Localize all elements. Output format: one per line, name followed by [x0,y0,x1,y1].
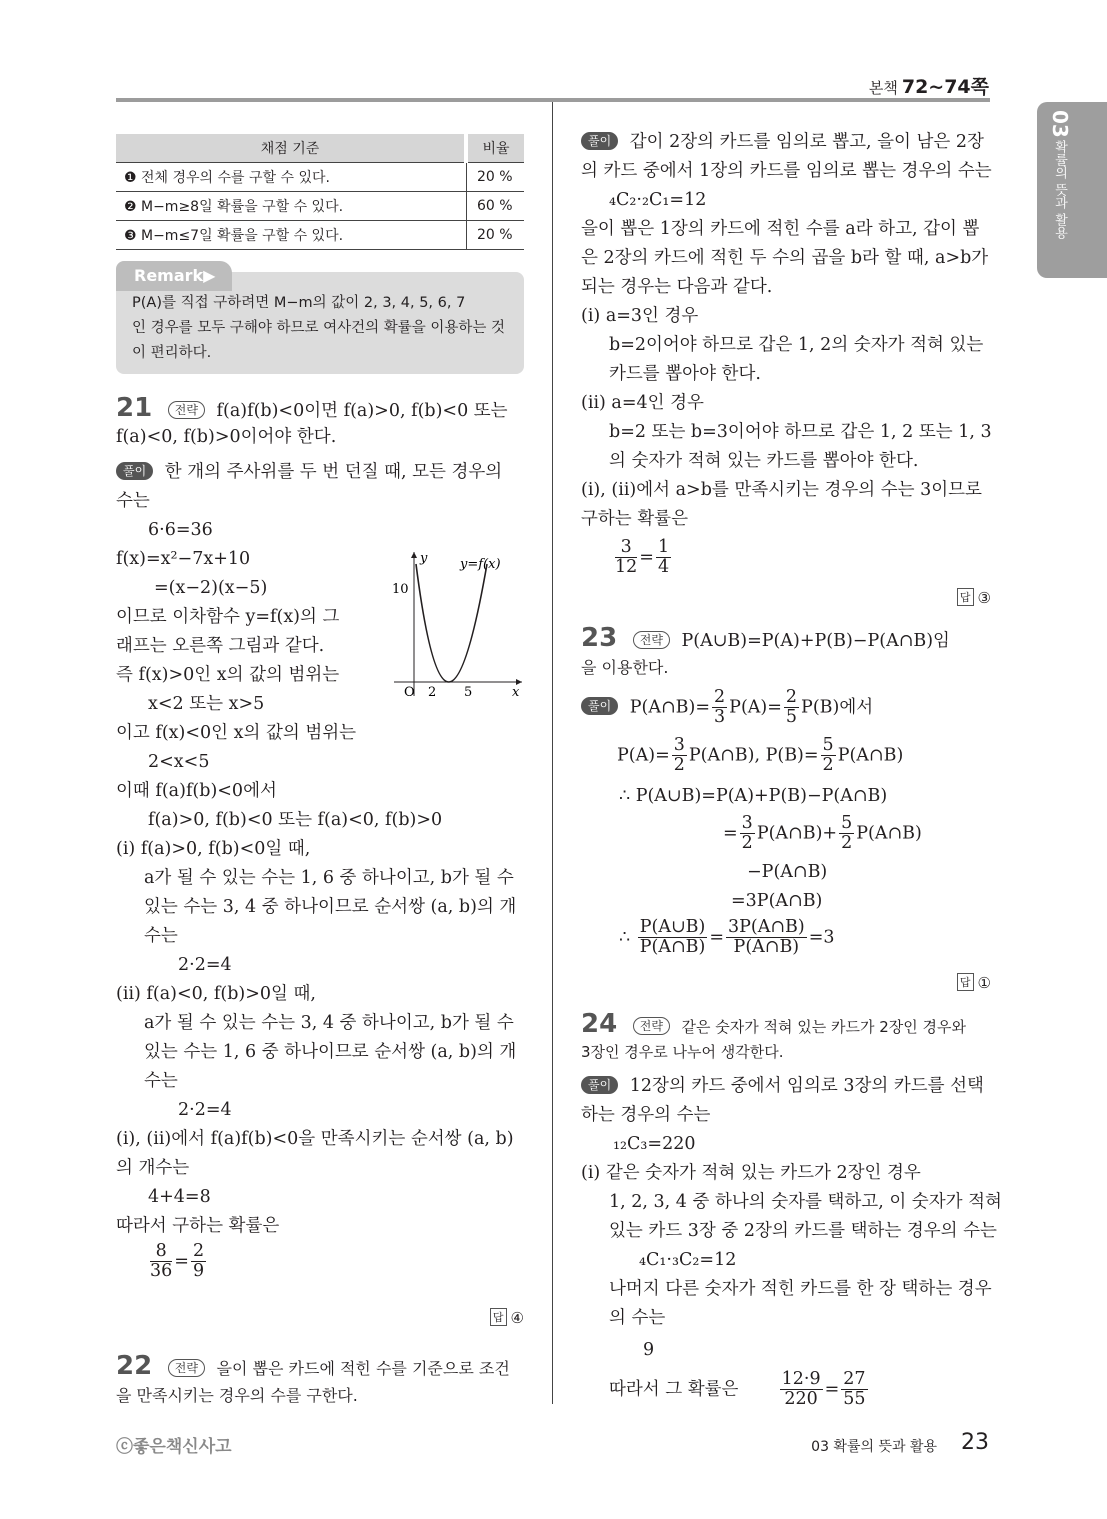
remark-line: P(A)를 직접 구하려면 M−m의 값이 2, 3, 4, 5, 6, 7 [132,295,466,311]
q22-answer: 답 ③ [957,588,991,607]
q23-solution-line-1: 풀이 P(A∩B)= $\frac{2}{3}$ P(A)= $\frac{2}{5}$ P(B)에서 [581,688,873,728]
solution-badge: 풀이 [581,132,618,150]
q21-final-fraction: $\frac{8}{36}$ = $\frac{2}{9}$ [150,1241,205,1282]
ratio-header: 비율 [466,134,524,163]
question-number: 21 [116,393,153,423]
question-number: 23 [581,623,618,653]
q21-strategy-line: 21 전략 f(a)f(b)<0이면 f(a)>0, f(b)<0 또는 [116,393,508,423]
header-rule [116,98,990,102]
remark-line: 인 경우를 모두 구해야 하므로 여사건의 확률을 이용하는 것 [132,320,506,336]
svg-text:y=f(x): y=f(x) [460,557,501,572]
question-number: 22 [116,1351,153,1381]
solution-badge: 풀이 [116,462,153,480]
strategy-badge: 전략 [633,631,670,649]
svg-text:10: 10 [392,582,409,597]
q23-final-fraction: ∴ $\frac{P(A\cup B)}{P(A\cap B)}$ = $\frac{3P(A\cap B)}{P(A\cap B)}$ =3 [619,917,835,958]
q23-solution-line-2: P(A)= $\frac{3}{2}$ P(A∩B), P(B)= $\frac{5}{2}$ P(A∩B) [617,735,904,776]
q21-solution-line: 풀이 한 개의 주사위를 두 번 던질 때, 모든 경우의 [116,458,502,487]
solution-badge: 풀이 [581,697,618,715]
strategy-badge: 전략 [633,1017,670,1035]
strategy-badge: 전략 [168,1359,205,1377]
solution-badge: 풀이 [581,1076,618,1094]
svg-text:5: 5 [464,685,473,700]
q24-probability-line: 따라서 그 확률은 $\frac{12\cdot 9}{220}$ = $\frac{27}{55}$ [609,1369,866,1410]
svg-text:O: O [404,685,415,700]
question-number: 24 [581,1009,618,1039]
q22-strategy-line: 22 전략 을이 뽑은 카드에 적힌 수를 기준으로 조건 [116,1351,510,1381]
q24-strategy-line: 24 전략 같은 숫자가 적혀 있는 카드가 2장인 경우와 [581,1009,967,1039]
remark-label: Remark▶ [116,261,232,291]
chapter-title: 확률의 뜻과 활용 [1052,140,1067,240]
grading-table [116,134,524,250]
q22-solution-line: 풀이 갑이 2장의 카드를 임의로 뽑고, 을이 남은 2장 [581,128,984,157]
table-row: ❸ M−m≤7일 확률을 구할 수 있다. 20 % [116,221,524,250]
footer-chapter: 03 확률의 뜻과 활용 [811,1439,937,1455]
page-reference: 본책 72~74쪽 [868,76,989,98]
criteria-header: 채점 기준 [116,134,466,163]
svg-text:y: y [420,551,428,566]
q24-solution-line: 풀이 12장의 카드 중에서 임의로 3장의 카드를 선택 [581,1072,984,1101]
q23-solution-line-4: = $\frac{3}{2}$ P(A∩B)+ $\frac{5}{2}$ P(A∩B) [723,813,922,854]
table-row: ❷ M−m≥8일 확률을 구할 수 있다. 60 % [116,192,524,221]
q23-answer: 답 ① [957,973,991,992]
table-row: ❶ 전체 경우의 수를 구할 수 있다. 20 % [116,163,524,192]
page-number: 23 [961,1430,989,1455]
publisher-logo: ⓒ좋은책신사고 [116,1437,232,1457]
q23-strategy-line: 23 전략 P(A∪B)=P(A)+P(B)−P(A∩B)임 [581,623,950,653]
q21-answer: 답 ④ [490,1308,524,1327]
strategy-badge: 전략 [168,401,205,419]
column-divider [552,102,553,1404]
chapter-number: 03 [1048,110,1072,138]
svg-text:x: x [512,685,520,700]
q22-final-fraction: $\frac{3}{12}$ = $\frac{1}{4}$ [615,537,670,578]
q21-parabola-graph [394,548,524,698]
svg-text:2: 2 [428,685,437,700]
remark-line: 이 편리하다. [132,345,212,361]
